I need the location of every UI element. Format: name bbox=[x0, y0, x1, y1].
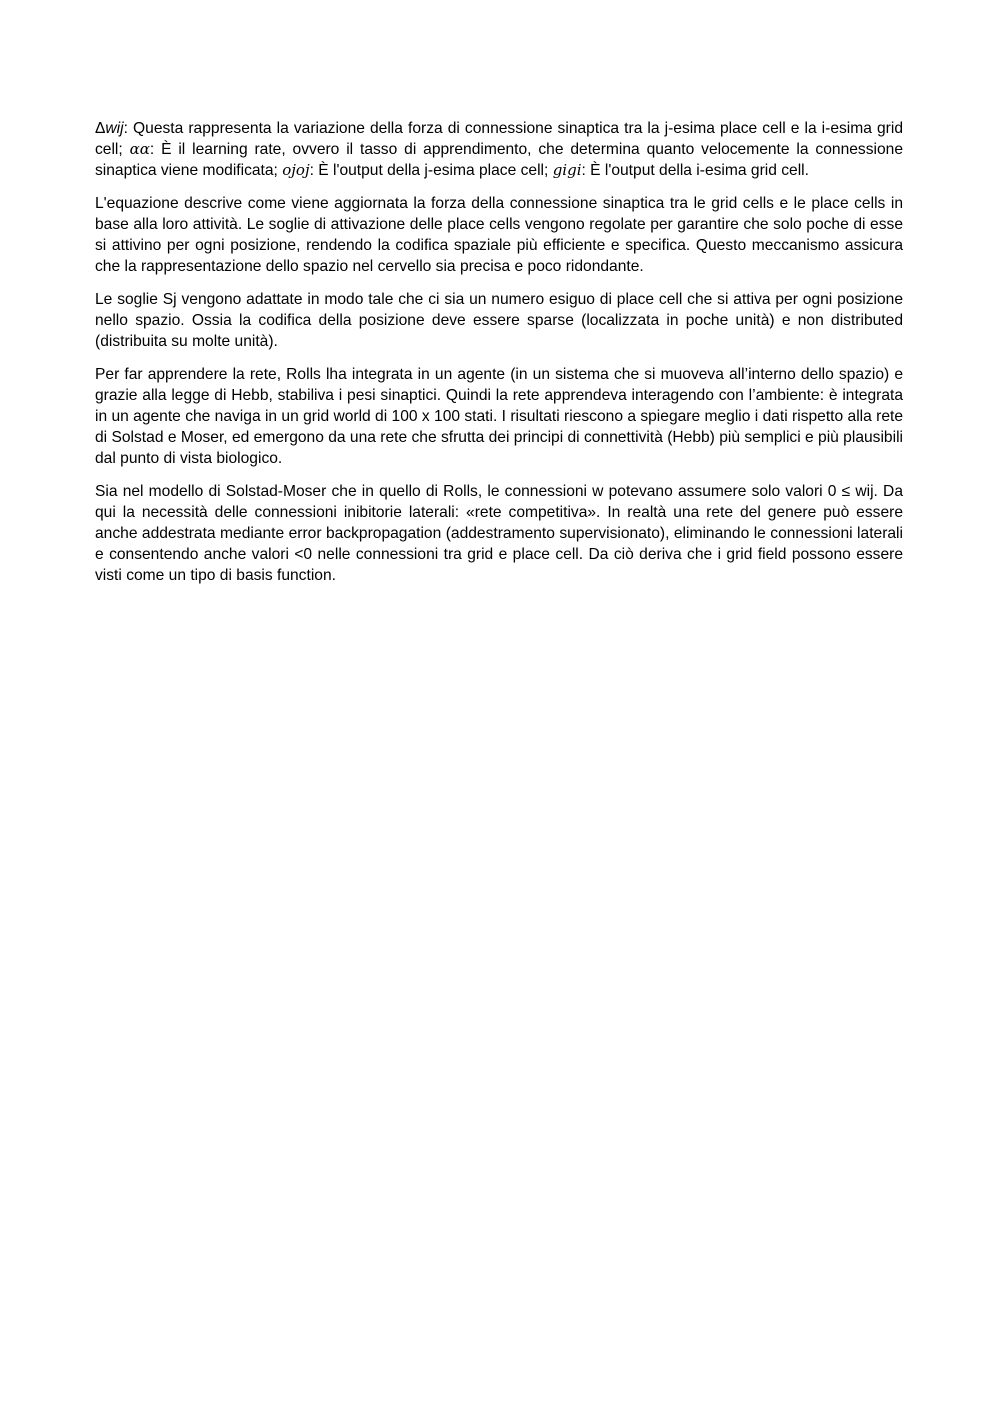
term-gi: gigi bbox=[552, 161, 582, 179]
definition-wij-text: : Questa rappresenta la variazione della forza di connessione sinaptica tra la j-esima place cell e la i-esima grid cell; bbox=[95, 120, 903, 158]
term-oj: ojoj bbox=[282, 161, 310, 179]
paragraph-thresholds: Le soglie Sj vengono adattate in modo tale che ci sia un numero esiguo di place cell che si attiva per ogni posizione nello spazio. Ossia la codifica della posizione deve essere sparse (localizzata in poche unità) e non distributed (distribuita su molte unità). bbox=[95, 291, 903, 350]
term-wij: wij bbox=[105, 120, 124, 137]
paragraph-equation-description: L'equazione descrive come viene aggiornata la forza della connessione sinaptica tra le grid cells e le place cells in base alla loro attività. Le soglie di attivazione delle place cells vengono regolate per garantire che solo poche di esse si attivino per ogni posizione, rendendo la codifica spaziale più efficiente e specifica. Questo meccanismo assicura che la rappresentazione dello spazio nel cervello sia precisa e poco ridondante. bbox=[95, 195, 903, 275]
document-body bbox=[95, 118, 903, 598]
term-alpha: αα bbox=[129, 140, 150, 158]
definition-gi-text: : È l'output della i-esima grid cell. bbox=[581, 162, 809, 179]
paragraph-definitions bbox=[95, 118, 903, 181]
paragraph-connections: Sia nel modello di Solstad-Moser che in quello di Rolls, le connessioni w potevano assumere solo valori 0 ≤ wij. Da qui la necessità delle connessioni inibitorie laterali: «rete competitiva». In realtà una rete del genere può essere anche addestrata mediante error backpropagation (addestramento supervisionato), eliminando le connessioni laterali e consentendo anche valori <0 nelle connessioni tra grid e place cell. Da ciò deriva che i grid field possono essere visti come un tipo di basis function. bbox=[95, 483, 903, 584]
definition-oj-text: : È l'output della j-esima place cell; bbox=[309, 162, 553, 179]
paragraph-rolls-agent: Per far apprendere la rete, Rolls lha integrata in un agente (in un sistema che si muoveva all’interno dello spazio) e grazie alla legge di Hebb, stabiliva i pesi sinaptici. Quindi la rete apprendeva interagendo con l’ambiente: è integrata in un agente che naviga in un grid world di 100 x 100 stati. I risultati riescono a spiegare meglio i dati rispetto alla rete di Solstad e Moser, ed emergono da una rete che sfrutta dei principi di connettività (Hebb) più semplici e più plausibili dal punto di vista biologico. bbox=[95, 366, 903, 467]
delta-symbol: Δ bbox=[95, 120, 106, 137]
definition-alpha-text: : È il learning rate, ovvero il tasso di apprendimento, che determina quanto velocemente la connessione sinaptica viene modificata; bbox=[95, 141, 903, 179]
